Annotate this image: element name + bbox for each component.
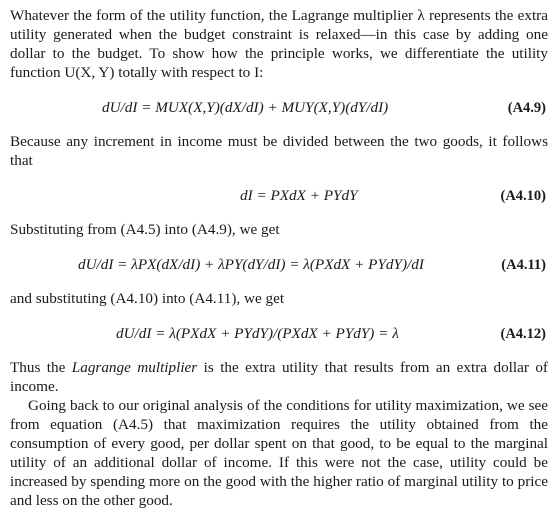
paragraph-utility-maximization: Going back to our original analysis of the conditions for utility maximization, we see from equation (A4.5) that maximization requires the utility obtained from the consumption of every good, per dollar spent on that good, to be equal to the marginal utility of an additional dollar of income. If this were not the case, utility could be increased by spending more on the good with the higher ratio of marginal utility to price and less on the other good. [10, 397, 548, 509]
equation-a4-9-expr: dU/dI = MUX(X,Y)(dX/dI) + MUY(X,Y)(dY/dI) [102, 99, 389, 116]
equation-a4-11 [10, 255, 548, 275]
equation-a4-11-label: (A4.11) [501, 257, 546, 273]
equation-a4-11-expr: dU/dI = λPX(dX/dI) + λPY(dY/dI) = λ(PXdX + PYdY)/dI [78, 256, 424, 273]
equation-a4-10-label: (A4.10) [500, 188, 546, 204]
equation-a4-12 [10, 324, 548, 344]
paragraph-lagrange-conclusion-start: Thus the [10, 359, 72, 376]
paragraph-lagrange-conclusion [10, 358, 548, 396]
equation-a4-10-expr: dI = PXdX + PYdY [240, 187, 358, 204]
equation-a4-10 [10, 186, 548, 206]
equation-a4-12-expr: dU/dI = λ(PXdX + PYdY)/(PXdX + PYdY) = λ [116, 325, 399, 342]
paragraph-substituting-a4-10: and substituting (A4.10) into (A4.11), we get [10, 290, 285, 307]
page-content [10, 6, 548, 510]
paragraph-substituting-a4-5: Substituting from (A4.5) into (A4.9), we get [10, 221, 280, 238]
paragraph-income-increment: Because any increment in income must be divided between the two goods, it follows that [10, 133, 548, 169]
lagrange-multiplier-term: Lagrange multiplier [71, 359, 198, 376]
equation-a4-12-label: (A4.12) [500, 326, 546, 342]
paragraph-lagrange-conclusion-end: is the extra utility that results from an extra dollar of income. [10, 359, 548, 395]
equation-a4-9 [10, 98, 548, 118]
paragraph-lagrange-intro: Whatever the form of the utility function, the Lagrange multiplier λ represents the extra utility generated when the budget constraint is relaxed—in this case by adding one dollar to the budget. To show how the principle works, we differentiate the utility function U(X, Y) totally with respect to I: [10, 7, 548, 81]
equation-a4-9-label: (A4.9) [507, 100, 546, 116]
